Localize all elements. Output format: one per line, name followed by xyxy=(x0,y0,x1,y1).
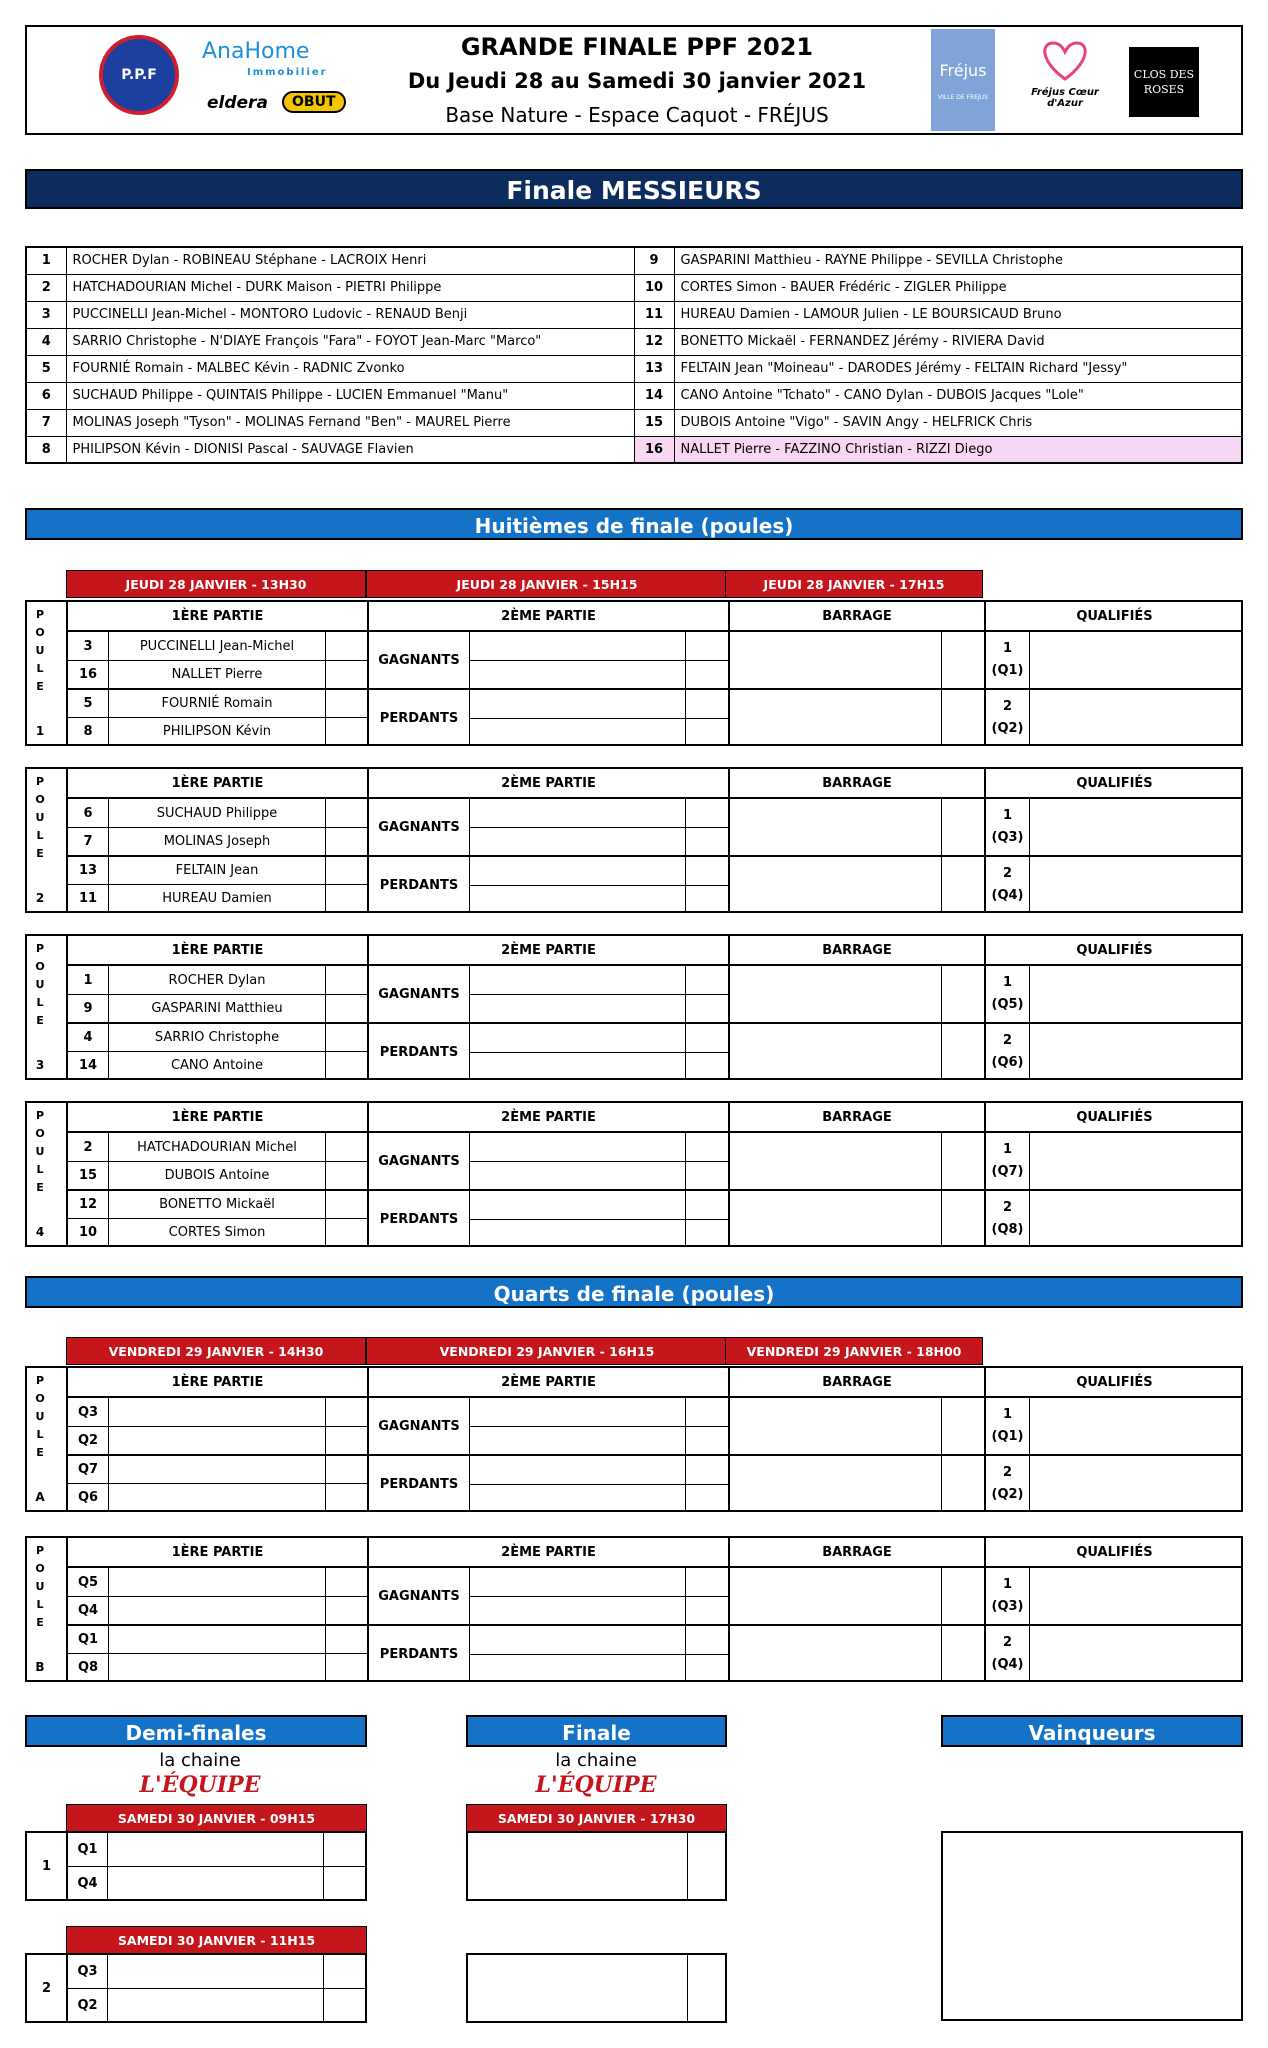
round-schedule: JEUDI 28 JANVIER - 17H15 xyxy=(725,570,983,598)
seed-number: Q5 xyxy=(77,1574,99,1590)
poule-letter: P xyxy=(35,608,45,621)
qualifie-code: (Q1) xyxy=(991,1428,1024,1444)
partie1-header: 1ÈRE PARTIE xyxy=(171,1374,264,1390)
poule-letter: L xyxy=(36,829,44,842)
poule-letter: E xyxy=(36,1014,44,1027)
frejus-coeur-text: Fréjus Cœur d'Azur xyxy=(1031,87,1099,109)
qualifies-header: QUALIFIÉS xyxy=(1076,1374,1153,1390)
poule-letter: L xyxy=(36,1428,44,1441)
player-name: GASPARINI Matthieu xyxy=(151,1001,283,1016)
player-name: FOURNIÉ Romain xyxy=(161,695,273,711)
team-row xyxy=(26,355,1242,382)
poule-letter: P xyxy=(35,942,45,955)
team-number: 8 xyxy=(26,436,66,463)
poule-letter: P xyxy=(35,1544,45,1557)
header xyxy=(25,25,1243,135)
poule-id: 3 xyxy=(35,1058,45,1072)
partie2-header: 2ÈME PARTIE xyxy=(501,1109,596,1125)
eldera-logo: eldera xyxy=(207,93,268,113)
barrage-header: BARRAGE xyxy=(822,775,892,791)
quarts-bar: Quarts de finale (poules) xyxy=(25,1276,1243,1308)
qualifie-rank: 2 xyxy=(1002,1464,1013,1480)
seed-number: 14 xyxy=(78,1058,98,1073)
team-names: BONETTO Mickaël - FERNANDEZ Jérémy - RIVIERA David xyxy=(674,328,1242,355)
team-names: CORTES Simon - BAUER Frédéric - ZIGLER Philippe xyxy=(674,274,1242,301)
partie1-header: 1ÈRE PARTIE xyxy=(171,1544,264,1560)
team-number: 11 xyxy=(634,301,674,328)
team-number: 12 xyxy=(634,328,674,355)
round-schedule: JEUDI 28 JANVIER - 15H15 xyxy=(366,570,728,598)
team-number: 13 xyxy=(634,355,674,382)
demi-match-box xyxy=(25,1953,367,2023)
demi-2-schedule: SAMEDI 30 JANVIER - 11H15 xyxy=(66,1926,367,1954)
header-title: GRANDE FINALE PPF 2021 xyxy=(460,33,814,61)
team-number: 2 xyxy=(26,274,66,301)
poule-letter: O xyxy=(35,1562,45,1575)
team-names: GASPARINI Matthieu - RAYNE Philippe - SEVILLA Christophe xyxy=(674,247,1242,274)
team-names: CANO Antoine "Tchato" - CANO Dylan - DUBOIS Jacques "Lole" xyxy=(674,382,1242,409)
poule-letter: U xyxy=(35,1410,45,1423)
gagnants-label: GAGNANTS xyxy=(378,1153,460,1169)
player-name xyxy=(109,1625,325,1653)
poule-letter: O xyxy=(35,1392,45,1405)
barrage-header: BARRAGE xyxy=(822,1374,892,1390)
player-name: NALLET Pierre xyxy=(171,667,263,682)
team-number: 3 xyxy=(26,301,66,328)
qualifie-rank: 2 xyxy=(1002,1032,1013,1048)
partie1-header: 1ÈRE PARTIE xyxy=(171,775,264,791)
team-names: ROCHER Dylan - ROBINEAU Stéphane - LACROIX Henri xyxy=(66,247,634,274)
team-names: FOURNIÉ Romain - MALBEC Kévin - RADNIC Zvonko xyxy=(66,355,634,382)
poule-id: 2 xyxy=(35,891,45,905)
poule-box xyxy=(25,1536,1243,1682)
qualifie-code: (Q8) xyxy=(991,1221,1024,1237)
team-row xyxy=(26,328,1242,355)
seed-number: Q7 xyxy=(77,1461,99,1477)
player-name xyxy=(109,1398,325,1426)
partie1-header: 1ÈRE PARTIE xyxy=(171,1109,264,1125)
header-dates: Du Jeudi 28 au Samedi 30 janvier 2021 xyxy=(407,69,867,93)
poule-box xyxy=(25,1366,1243,1512)
poule-letter: P xyxy=(35,1109,45,1122)
obut-logo: OBUT xyxy=(282,91,346,113)
round-schedule: VENDREDI 29 JANVIER - 14H30 xyxy=(66,1337,366,1365)
frejus-logo-text: Fréjus xyxy=(939,61,987,80)
team-names: HUREAU Damien - LAMOUR Julien - LE BOURSICAUD Bruno xyxy=(674,301,1242,328)
seed-number: Q6 xyxy=(77,1490,99,1505)
finale-tv-label: la chaine xyxy=(555,1750,637,1771)
demi-qualifier-code: Q4 xyxy=(77,1875,98,1891)
qualifie-rank: 2 xyxy=(1002,1634,1013,1650)
player-name: FELTAIN Jean xyxy=(175,862,259,878)
qualifie-code: (Q1) xyxy=(991,662,1024,678)
frejus-logo xyxy=(931,29,995,131)
anahome-logo-sub: Immobilier xyxy=(247,67,328,78)
frejus-coeur-logo xyxy=(1025,39,1105,109)
qualifie-code: (Q4) xyxy=(991,887,1024,903)
poule-id: 4 xyxy=(35,1225,45,1239)
player-name xyxy=(109,1427,325,1455)
team-number: 14 xyxy=(634,382,674,409)
demi-match-number: 2 xyxy=(41,1980,52,1996)
partie2-header: 2ÈME PARTIE xyxy=(501,608,596,624)
team-number: 4 xyxy=(26,328,66,355)
poule-letter: E xyxy=(36,1616,44,1629)
demi-qualifier-code: Q2 xyxy=(77,1997,98,2013)
poule-letter: L xyxy=(36,662,44,675)
seed-number: 1 xyxy=(83,972,93,988)
player-name: ROCHER Dylan xyxy=(168,972,266,988)
poule-letter: O xyxy=(35,793,45,806)
partie2-header: 2ÈME PARTIE xyxy=(501,1374,596,1390)
poule-letter: E xyxy=(36,1181,44,1194)
team-number: 9 xyxy=(634,247,674,274)
demi-match-number: 1 xyxy=(41,1858,52,1874)
team-names: MOLINAS Joseph "Tyson" - MOLINAS Fernand "Ben" - MAUREL Pierre xyxy=(66,409,634,436)
seed-number: Q3 xyxy=(77,1404,99,1420)
player-name: MOLINAS Joseph xyxy=(163,834,271,849)
seed-number: 7 xyxy=(83,834,93,849)
qualifie-code: (Q5) xyxy=(991,996,1024,1012)
qualifie-rank: 2 xyxy=(1002,865,1013,881)
partie1-header: 1ÈRE PARTIE xyxy=(171,608,264,624)
partie2-header: 2ÈME PARTIE xyxy=(501,1544,596,1560)
barrage-header: BARRAGE xyxy=(822,942,892,958)
poule-id: A xyxy=(35,1490,45,1504)
poule-box xyxy=(25,934,1243,1080)
poule-letter: O xyxy=(35,1127,45,1140)
team-names: SUCHAUD Philippe - QUINTAIS Philippe - LUCIEN Emmanuel "Manu" xyxy=(66,382,634,409)
perdants-label: PERDANTS xyxy=(379,1476,459,1492)
teams-table xyxy=(25,246,1243,464)
team-number: 10 xyxy=(634,274,674,301)
poule-letter: O xyxy=(35,626,45,639)
round-schedule: VENDREDI 29 JANVIER - 16H15 xyxy=(366,1337,728,1365)
perdants-label: PERDANTS xyxy=(379,1044,459,1060)
perdants-label: PERDANTS xyxy=(379,1211,459,1227)
demi-match-box xyxy=(25,1831,367,1901)
player-name xyxy=(109,1455,325,1483)
player-name xyxy=(109,1654,325,1682)
qualifie-rank: 1 xyxy=(1002,640,1013,656)
player-name: SARRIO Christophe xyxy=(154,1029,280,1045)
poule-letter: O xyxy=(35,960,45,973)
qualifie-code: (Q2) xyxy=(991,1486,1024,1502)
seed-number: 11 xyxy=(78,891,98,906)
partie2-header: 2ÈME PARTIE xyxy=(501,942,596,958)
seed-number: 16 xyxy=(78,667,98,682)
poule-letter: U xyxy=(35,978,45,991)
team-number: 15 xyxy=(634,409,674,436)
gagnants-label: GAGNANTS xyxy=(378,652,460,668)
qualifie-code: (Q7) xyxy=(991,1163,1024,1179)
demi-qualifier-code: Q1 xyxy=(77,1842,98,1857)
team-names: DUBOIS Antoine "Vigo" - SAVIN Angy - HELFRICK Chris xyxy=(674,409,1242,436)
seed-number: Q8 xyxy=(77,1660,99,1675)
seed-number: 12 xyxy=(78,1196,98,1212)
seed-number: Q2 xyxy=(77,1433,99,1448)
poule-letter: E xyxy=(36,847,44,860)
qualifies-header: QUALIFIÉS xyxy=(1076,608,1153,624)
team-number: 1 xyxy=(26,247,66,274)
seed-number: 9 xyxy=(83,1001,93,1016)
poule-box xyxy=(25,1101,1243,1247)
seed-number: Q4 xyxy=(77,1603,99,1618)
ppf-logo-text: P.P.F xyxy=(121,67,157,83)
qualifie-rank: 1 xyxy=(1002,1141,1013,1157)
demi-finales-bar: Demi-finales xyxy=(25,1715,367,1747)
barrage-header: BARRAGE xyxy=(822,1109,892,1125)
team-row xyxy=(26,274,1242,301)
qualifies-header: QUALIFIÉS xyxy=(1076,1109,1153,1125)
header-venue: Base Nature - Espace Caquot - FRÉJUS xyxy=(445,103,829,127)
poule-box xyxy=(25,767,1243,913)
team-number: 16 xyxy=(634,436,674,463)
gagnants-label: GAGNANTS xyxy=(378,1588,460,1604)
poule-box xyxy=(25,600,1243,746)
clos-des-roses-logo: CLOS DES ROSES xyxy=(1129,47,1199,117)
poule-id: B xyxy=(35,1660,45,1674)
seed-number: 15 xyxy=(78,1168,98,1183)
finale-tv-logo: L'ÉQUIPE xyxy=(535,1772,657,1798)
huitiemes-bar: Huitièmes de finale (poules) xyxy=(25,508,1243,540)
seed-number: 2 xyxy=(83,1139,93,1155)
gagnants-label: GAGNANTS xyxy=(378,1418,460,1434)
poule-letter: L xyxy=(36,996,44,1009)
qualifie-rank: 2 xyxy=(1002,1199,1013,1215)
team-row xyxy=(26,409,1242,436)
heart-icon xyxy=(1035,39,1095,83)
poule-letter: E xyxy=(36,1446,44,1459)
team-names: SARRIO Christophe - N'DIAYE François "Fara" - FOYOT Jean-Marc "Marco" xyxy=(66,328,634,355)
team-number: 6 xyxy=(26,382,66,409)
team-number: 7 xyxy=(26,409,66,436)
qualifies-header: QUALIFIÉS xyxy=(1076,1544,1153,1560)
seed-number: 3 xyxy=(83,638,93,654)
ppf-logo xyxy=(99,35,179,115)
poule-id: 1 xyxy=(35,724,45,738)
poule-letter: U xyxy=(35,811,45,824)
gagnants-label: GAGNANTS xyxy=(378,819,460,835)
player-name: HUREAU Damien xyxy=(162,891,272,906)
player-name: DUBOIS Antoine xyxy=(164,1168,270,1183)
gagnants-label: GAGNANTS xyxy=(378,986,460,1002)
team-names: HATCHADOURIAN Michel - DURK Maison - PIETRI Philippe xyxy=(66,274,634,301)
finale-match-box xyxy=(466,1953,727,2023)
player-name: SUCHAUD Philippe xyxy=(156,805,278,821)
qualifie-code: (Q2) xyxy=(991,720,1024,736)
seed-number: 10 xyxy=(78,1225,98,1240)
perdants-label: PERDANTS xyxy=(379,1646,459,1662)
qualifie-code: (Q3) xyxy=(991,1598,1024,1614)
qualifie-rank: 1 xyxy=(1002,974,1013,990)
barrage-header: BARRAGE xyxy=(822,1544,892,1560)
qualifie-rank: 1 xyxy=(1002,1406,1013,1422)
finale-match-box xyxy=(466,1831,727,1901)
demi-1-schedule: SAMEDI 30 JANVIER - 09H15 xyxy=(66,1804,367,1832)
team-names: PUCCINELLI Jean-Michel - MONTORO Ludovic - RENAUD Benji xyxy=(66,301,634,328)
finale-bar: Finale xyxy=(466,1715,727,1747)
qualifie-code: (Q4) xyxy=(991,1656,1024,1672)
round-schedule: JEUDI 28 JANVIER - 13H30 xyxy=(66,570,366,598)
player-name: CORTES Simon xyxy=(168,1225,266,1240)
team-number: 5 xyxy=(26,355,66,382)
demi-qualifier-code: Q3 xyxy=(77,1964,98,1979)
frejus-logo-sub: VILLE DE FREJUS xyxy=(938,94,988,101)
team-row xyxy=(26,382,1242,409)
poule-letter: U xyxy=(35,1145,45,1158)
demi-tv-label: la chaine xyxy=(159,1750,241,1771)
poule-letter: P xyxy=(35,775,45,788)
poule-letter: U xyxy=(35,1580,45,1593)
player-name xyxy=(109,1568,325,1596)
finale-schedule: SAMEDI 30 JANVIER - 17H30 xyxy=(466,1804,727,1832)
vainqueurs-box[interactable] xyxy=(941,1831,1243,2021)
round-schedule: VENDREDI 29 JANVIER - 18H00 xyxy=(725,1337,983,1365)
team-row xyxy=(26,436,1242,463)
finale-messieurs-bar: Finale MESSIEURS xyxy=(25,169,1243,209)
qualifie-rank: 1 xyxy=(1002,1576,1013,1592)
player-name: PUCCINELLI Jean-Michel xyxy=(139,638,295,654)
perdants-label: PERDANTS xyxy=(379,710,459,726)
player-name: PHILIPSON Kévin xyxy=(162,724,272,739)
qualifie-rank: 2 xyxy=(1002,698,1013,714)
player-name: CANO Antoine xyxy=(170,1058,264,1073)
qualifies-header: QUALIFIÉS xyxy=(1076,775,1153,791)
qualifie-rank: 1 xyxy=(1002,807,1013,823)
anahome-logo: AnaHome xyxy=(202,39,310,64)
poule-letter: P xyxy=(35,1374,45,1387)
partie2-header: 2ÈME PARTIE xyxy=(501,775,596,791)
seed-number: Q1 xyxy=(77,1631,99,1647)
poule-letter: L xyxy=(36,1163,44,1176)
team-row xyxy=(26,247,1242,274)
seed-number: 13 xyxy=(78,862,98,878)
seed-number: 4 xyxy=(83,1029,93,1045)
seed-number: 6 xyxy=(83,805,93,821)
poule-letter: U xyxy=(35,644,45,657)
barrage-header: BARRAGE xyxy=(822,608,892,624)
team-names: PHILIPSON Kévin - DIONISI Pascal - SAUVAGE Flavien xyxy=(66,436,634,463)
qualifie-code: (Q3) xyxy=(991,829,1024,845)
seed-number: 5 xyxy=(83,695,93,711)
qualifie-code: (Q6) xyxy=(991,1054,1024,1070)
poule-letter: E xyxy=(36,680,44,693)
demi-tv-logo: L'ÉQUIPE xyxy=(139,1772,261,1798)
player-name: BONETTO Mickaël xyxy=(159,1196,275,1212)
team-names: NALLET Pierre - FAZZINO Christian - RIZZI Diego xyxy=(674,436,1242,463)
poule-letter: L xyxy=(36,1598,44,1611)
seed-number: 8 xyxy=(83,724,93,739)
vainqueurs-bar: Vainqueurs xyxy=(941,1715,1243,1747)
perdants-label: PERDANTS xyxy=(379,877,459,893)
team-row xyxy=(26,301,1242,328)
partie1-header: 1ÈRE PARTIE xyxy=(171,942,264,958)
player-name: HATCHADOURIAN Michel xyxy=(137,1139,297,1155)
player-name xyxy=(109,1484,325,1512)
player-name xyxy=(109,1597,325,1625)
team-names: FELTAIN Jean "Moineau" - DARODES Jérémy - FELTAIN Richard "Jessy" xyxy=(674,355,1242,382)
qualifies-header: QUALIFIÉS xyxy=(1076,942,1153,958)
